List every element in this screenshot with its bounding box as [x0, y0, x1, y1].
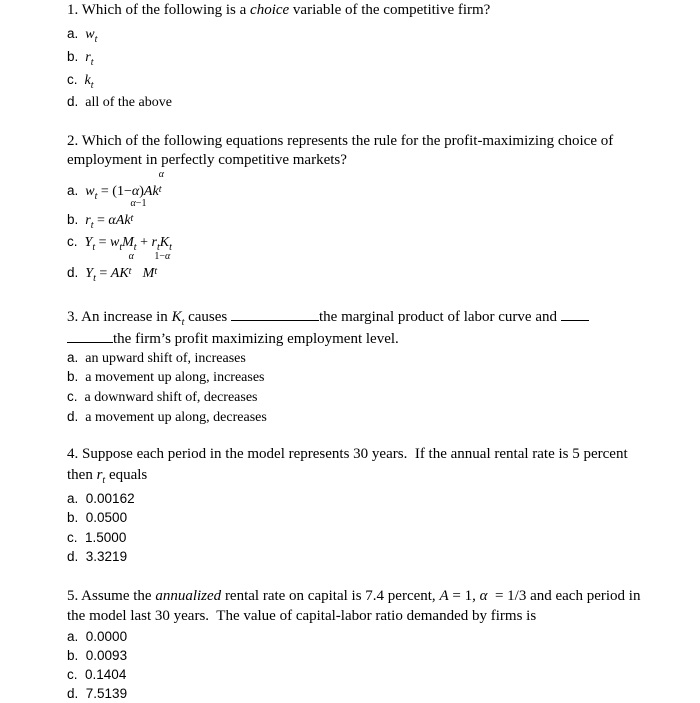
question-3-stem-line-1: 3. An increase in $K_t$ causes the marginal product of labor curve and — [67, 308, 589, 325]
question-5-option-b: b. 0.0093 — [67, 648, 128, 663]
question-4-stem-line-1: 4. Suppose each period in the model represents 30 years. If the annual rental rate is 5 percent — [67, 446, 628, 462]
question-2-option-a: a. $w_t = (1-\alpha)Ak$ α t — [67, 169, 164, 202]
question-3-option-d: d. a movement up along, decreases — [67, 409, 267, 425]
question-1-option-a: a. $w_t$ — [67, 26, 98, 45]
question-1-option-b: b. $r_t$ — [67, 49, 94, 68]
question-5-option-d: d. 7.5139 — [67, 686, 128, 701]
question-3-stem-line-2: the firm’s profit maximizing employment level. — [67, 330, 399, 347]
question-2-stem-line-2: employment in perfectly competitive markets? — [67, 152, 347, 168]
question-4-option-a: a. 0.00162 — [67, 491, 135, 506]
question-5-stem-line-2: the model last 30 years. The value of capital-labor ratio demanded by firms is — [67, 608, 537, 624]
question-2-option-d: d. $Y_t$ = AK α t M 1−α t — [67, 251, 171, 284]
question-5-option-a: a. 0.0000 — [67, 629, 128, 644]
question-5-stem-line-1: 5. Assume the annualized rental rate on capital is 7.4 percent, A = 1, α = 1/3 and each period in — [67, 588, 641, 604]
question-4-option-b: b. 0.0500 — [67, 510, 128, 525]
question-4-option-d: d. 3.3219 — [67, 549, 128, 564]
answer-blank-2-cont — [67, 330, 113, 343]
question-3-option-a: a. an upward shift of, increases — [67, 350, 246, 366]
question-1-option-d: d. all of the above — [67, 94, 172, 110]
question-5-option-c: c. 0.1404 — [67, 667, 127, 682]
question-1-option-c: c. $k_t$ — [67, 72, 94, 91]
question-2-option-c: c. $Y_t = w_tM_t + r_tK_t$ — [67, 234, 172, 253]
question-1-stem: 1. Which of the following is a choice variable of the competitive firm? — [67, 2, 491, 18]
answer-blank-2 — [561, 308, 589, 321]
answer-blank-1 — [231, 308, 319, 321]
question-4-stem-line-2: then $r_t$ equals — [67, 467, 148, 486]
question-2-option-b: b. $r_t = \alpha Ak$ α−1 t — [67, 198, 147, 231]
question-3-option-b: b. a movement up along, increases — [67, 369, 265, 385]
question-2-stem-line-1: 2. Which of the following equations represents the rule for the profit-maximizing choice of — [67, 133, 614, 149]
question-3-option-c: c. a downward shift of, decreases — [67, 389, 258, 405]
question-4-option-c: c. 1.5000 — [67, 530, 127, 545]
question-number: 1. — [67, 2, 79, 18]
